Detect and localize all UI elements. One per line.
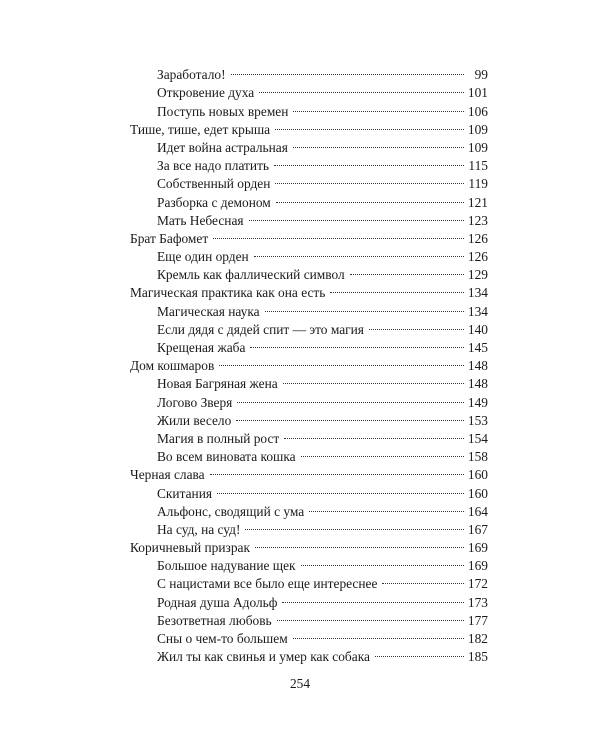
toc-entry-page: 106 bbox=[467, 103, 488, 119]
dot-leader bbox=[254, 243, 464, 261]
toc-entry-page: 169 bbox=[467, 540, 488, 556]
toc-entry-page: 149 bbox=[467, 394, 488, 410]
toc-entry-title: Тише, тише, едет крыша bbox=[130, 121, 271, 137]
toc-entry-title: Магическая наука bbox=[157, 303, 260, 319]
toc-entry-page: 185 bbox=[467, 649, 488, 665]
dot-leader bbox=[301, 552, 464, 570]
toc-entry-page: 173 bbox=[467, 594, 488, 610]
toc-entry-title: С нацистами все было еще интереснее bbox=[157, 576, 378, 592]
dot-leader bbox=[276, 188, 464, 206]
toc-entry-page: 109 bbox=[467, 121, 488, 137]
toc-entry-title: Жил ты как свинья и умер как собака bbox=[157, 649, 370, 665]
toc-entry-page: 101 bbox=[467, 85, 488, 101]
table-of-contents bbox=[130, 61, 488, 665]
dot-leader bbox=[213, 225, 464, 243]
page-number: 254 bbox=[289, 676, 311, 691]
dot-leader bbox=[283, 370, 464, 388]
toc-entry-title: Брат Бафомет bbox=[130, 230, 209, 246]
toc-entry-title: Новая Багряная жена bbox=[157, 376, 278, 392]
dot-leader bbox=[274, 152, 464, 170]
toc-entry-page: 182 bbox=[467, 631, 488, 646]
toc-entry-title: На суд, на суд! bbox=[157, 521, 241, 537]
dot-leader bbox=[210, 461, 464, 479]
toc-entry-page: 154 bbox=[467, 430, 488, 446]
dot-leader bbox=[259, 79, 464, 97]
toc-entry-title: Заработало! bbox=[157, 67, 226, 83]
toc-entry-title: Если дядя с дядей спит — это магия bbox=[157, 321, 364, 337]
dot-leader bbox=[284, 425, 464, 443]
dot-leader bbox=[382, 570, 463, 588]
toc-entry-page: 148 bbox=[467, 358, 488, 374]
dot-leader bbox=[277, 607, 464, 625]
toc-entry-page: 160 bbox=[467, 485, 488, 501]
dot-leader bbox=[375, 643, 464, 661]
toc-entry-title: Крещеная жаба bbox=[157, 340, 246, 355]
dot-leader bbox=[236, 407, 464, 425]
toc-entry-page: 167 bbox=[467, 521, 488, 537]
toc-entry-title: Еще один орден bbox=[157, 249, 249, 265]
dot-leader bbox=[237, 388, 464, 406]
toc-entry-page: 169 bbox=[467, 558, 488, 574]
toc-entry-title: Разборка с демоном bbox=[157, 194, 271, 210]
dot-leader bbox=[301, 443, 464, 461]
dot-leader bbox=[275, 170, 464, 188]
toc-entry-title: Поступь новых времен bbox=[157, 103, 289, 119]
dot-leader bbox=[219, 352, 464, 370]
toc-entry-title: Идет война астральная bbox=[157, 139, 288, 155]
toc-entry-title: Кремль как фаллический символ bbox=[157, 267, 345, 283]
toc-entry-title: Во всем виновата кошка bbox=[157, 449, 296, 465]
toc-entry-page: 158 bbox=[467, 449, 488, 465]
toc-entry-title: Коричневый призрак bbox=[130, 540, 250, 556]
toc-entry-page: 148 bbox=[467, 376, 488, 392]
dot-leader bbox=[275, 116, 464, 134]
toc-entry-title: Родная душа Адольф bbox=[157, 594, 278, 610]
toc-entry-page: 99 bbox=[474, 67, 488, 83]
toc-entry-page: 164 bbox=[467, 503, 488, 519]
toc-entry-title: Альфонс, сводящий с ума bbox=[157, 503, 305, 519]
toc-entry-page: 123 bbox=[467, 212, 488, 228]
toc-entry-title: Скитания bbox=[157, 485, 213, 501]
toc-section-row bbox=[130, 61, 488, 83]
toc-entry-title: Мать Небесная bbox=[157, 212, 244, 228]
toc-entry-page: 119 bbox=[468, 176, 488, 192]
toc-entry-page: 177 bbox=[467, 612, 488, 628]
dot-leader bbox=[309, 498, 464, 516]
dot-leader bbox=[250, 334, 464, 352]
toc-entry-title: Собственный орден bbox=[157, 176, 271, 192]
toc-entry-page: 145 bbox=[467, 340, 488, 355]
dot-leader bbox=[245, 516, 463, 534]
dot-leader bbox=[293, 134, 464, 152]
dot-leader bbox=[293, 97, 464, 115]
dot-leader bbox=[350, 261, 464, 279]
toc-entry-title: Безответная любовь bbox=[157, 612, 272, 628]
toc-entry-page: 172 bbox=[467, 576, 488, 592]
toc-entry-page: 134 bbox=[467, 303, 488, 319]
toc-entry-page: 160 bbox=[467, 467, 488, 483]
toc-entry-title: Сны о чем-то большем bbox=[157, 631, 288, 646]
toc-entry-title: Магия в полный рост bbox=[157, 430, 280, 446]
toc-entry-page: 121 bbox=[467, 194, 488, 210]
toc-entry-title: Жили весело bbox=[157, 412, 232, 428]
toc-entry-title: За все надо платить bbox=[157, 158, 270, 174]
toc-entry-title: Дом кошмаров bbox=[130, 358, 215, 374]
dot-leader bbox=[265, 297, 464, 315]
toc-entry-title: Большое надувание щек bbox=[157, 558, 296, 574]
toc-entry-page: 153 bbox=[467, 412, 488, 428]
dot-leader bbox=[231, 61, 464, 79]
dot-leader bbox=[330, 279, 464, 297]
dot-leader bbox=[369, 316, 464, 334]
dot-leader bbox=[293, 625, 464, 643]
toc-entry-page: 134 bbox=[467, 285, 488, 301]
dot-leader bbox=[249, 207, 464, 225]
toc-entry-title: Откровение духа bbox=[157, 85, 255, 101]
dot-leader bbox=[217, 479, 464, 497]
toc-entry-page: 129 bbox=[467, 267, 488, 283]
toc-entry-page: 109 bbox=[467, 139, 488, 155]
toc-entry-title: Магическая практика как она есть bbox=[130, 285, 326, 301]
toc-entry-title: Черная слава bbox=[130, 467, 205, 483]
dot-leader bbox=[255, 534, 464, 552]
toc-entry-title: Логово Зверя bbox=[157, 394, 233, 410]
toc-entry-page: 126 bbox=[467, 249, 488, 265]
toc-entry-page: 115 bbox=[468, 158, 488, 174]
toc-entry-page: 140 bbox=[467, 321, 488, 337]
toc-entry-page: 126 bbox=[467, 230, 488, 246]
dot-leader bbox=[282, 588, 463, 606]
